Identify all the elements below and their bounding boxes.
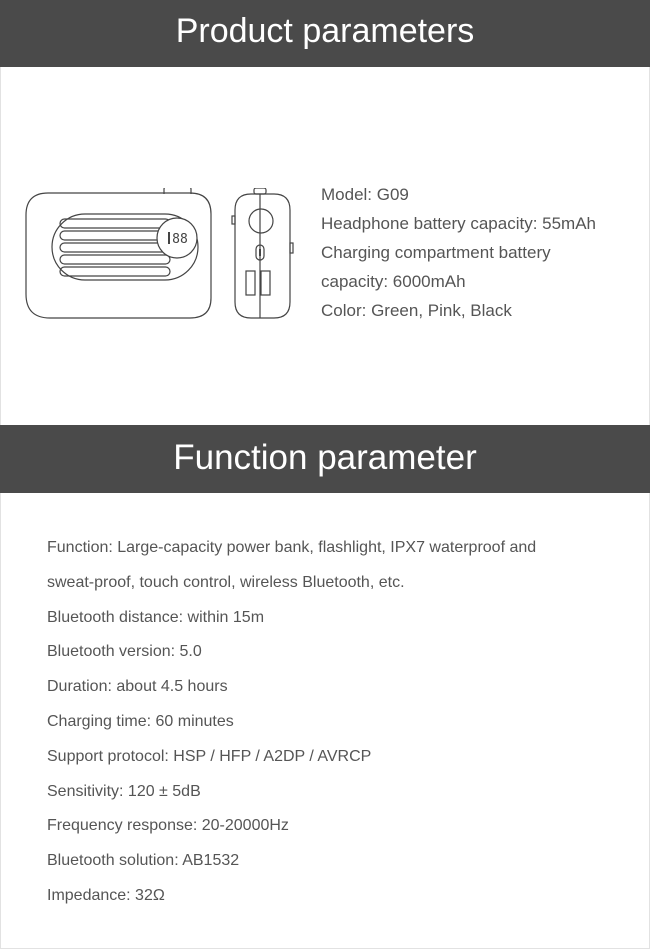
- spec-headphone-battery: Headphone battery capacity: 55mAh: [321, 214, 597, 233]
- function-parameter-header: Function parameter: [0, 425, 650, 493]
- case-front-view: [26, 188, 211, 318]
- bluetooth-version: Bluetooth version: 5.0: [47, 643, 202, 661]
- support-protocol: Support protocol: HSP / HFP / A2DP / AVRCP: [47, 747, 372, 765]
- spec-model: Model: G09: [321, 185, 409, 204]
- case-side-view: [232, 188, 293, 318]
- product-specs: [321, 180, 641, 325]
- product-parameters-header: Product parameters: [0, 0, 650, 67]
- sensitivity: Sensitivity: 120 ± 5dB: [47, 782, 201, 800]
- function-description-cont: sweat-proof, touch control, wireless Bluetooth, etc.: [47, 573, 405, 591]
- impedance: Impedance: 32Ω: [47, 886, 165, 904]
- function-list: [47, 531, 637, 914]
- product-illustration: [22, 188, 302, 322]
- display-digits: 88: [172, 232, 188, 247]
- spec-compartment-capacity: capacity: 6000mAh: [321, 272, 466, 291]
- charging-time: Charging time: 60 minutes: [47, 712, 234, 730]
- duration: Duration: about 4.5 hours: [47, 678, 228, 696]
- bluetooth-distance: Bluetooth distance: within 15m: [47, 608, 265, 626]
- bluetooth-solution: Bluetooth solution: AB1532: [47, 852, 240, 870]
- function-description: Function: Large-capacity power bank, flashlight, IPX7 waterproof and: [47, 539, 537, 556]
- spec-compartment-battery: Charging compartment battery: [321, 243, 551, 262]
- frequency-response: Frequency response: 20-20000Hz: [47, 817, 289, 835]
- spec-color: Color: Green, Pink, Black: [321, 301, 512, 320]
